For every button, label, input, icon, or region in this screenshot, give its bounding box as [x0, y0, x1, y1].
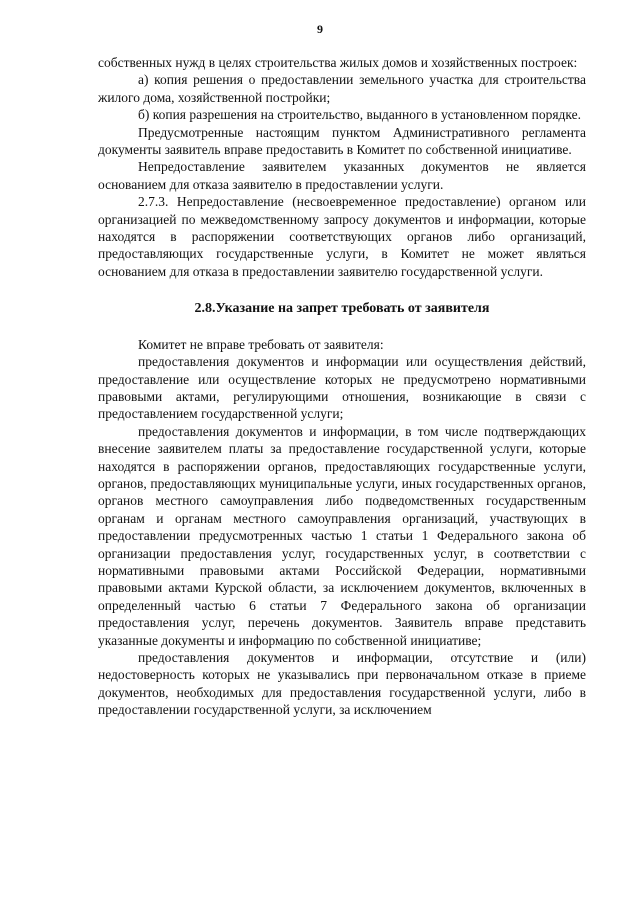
- paragraph-non-submission: Непредоставление заявителем указанных документов не является основанием для отказа заявителю в предоставлении услуги.: [98, 159, 586, 192]
- paragraph-prohibition-2: предоставления документов и информации, в том числе подтверждающих внесение заявителем платы за предоставление государственной услуги, которые находятся в распоряжении органов, предоставляющих государственные услуги, органов, предоставляющих муниципальные услуги, иных государственных органов, органов местного самоуправления либо подведомственных государственным органам и органам местного самоуправления организаций, участвующих в предоставлении предусмотренных частью 1 статьи 1 Федерального закона об организации предоставления услуг, государственных услуг, в соответствии с нормативными правовыми актами Российской Федерации, нормативными правовыми актами Курской области, за исключением документов, включенных в определенный частью 6 статьи 7 Федерального закона об организации предоставления услуг, перечень документов. Заявитель вправе представить указанные документы и информацию по собственной инициативе;: [98, 423, 586, 648]
- document-body: [98, 54, 586, 719]
- paragraph-item-a: а) копия решения о предоставлении земельного участка для строительства жилого дома, хозяйственной постройки;: [98, 72, 586, 105]
- paragraph-prohibition-1: предоставления документов и информации или осуществления действий, предоставление или осуществление которых не предусмотрено нормативными правовыми актами, регулирующими отношения, возникающие в связи с предоставлением государственной услуги;: [98, 354, 586, 422]
- paragraph-prohibition-3: предоставления документов и информации, отсутствие и (или) недостоверность которых не указывались при первоначальном отказе в приеме документов, необходимых для предоставления государственной услуги, либо в предоставлении государственной услуги, за исключением: [98, 650, 586, 718]
- paragraph-intro: Комитет не вправе требовать от заявителя:: [138, 336, 384, 352]
- section-heading-2-8: 2.8.Указание на запрет требовать от заявителя: [194, 301, 490, 317]
- paragraph-item-b: б) копия разрешения на строительство, выданного в установленном порядке.: [138, 107, 581, 123]
- page-number: 9: [317, 22, 323, 36]
- paragraph-continuation: собственных нужд в целях строительства жилых домов и хозяйственных построек:: [98, 55, 578, 70]
- paragraph-2-7-3: 2.7.3. Непредоставление (несвоевременное предоставление) органом или организацией по межведомственному запросу документов и информации, которые находятся в распоряжении соответствующих органов либо организаций, предоставляющих государственные услуги, в Комитет не может являться основанием для отказа в предоставлении заявителю государственной услуги.: [98, 194, 586, 279]
- paragraph-own-initiative: Предусмотренные настоящим пунктом Административного регламента документы заявитель вправе предоставить в Комитет по собственной инициативе.: [98, 124, 586, 158]
